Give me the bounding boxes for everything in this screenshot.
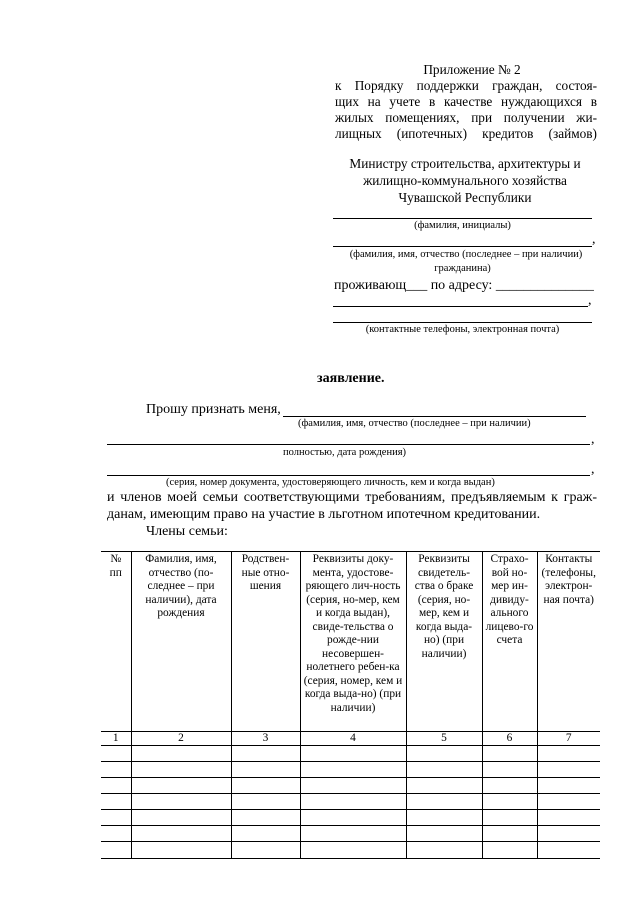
addressee-line-1: Министру строительства, архитектуры и [349, 156, 581, 171]
document-caption: (серия, номер документа, удостоверяющего личность, кем и когда выдан) [166, 477, 495, 488]
col-number-1: 1 [101, 732, 131, 746]
fullname-line [333, 246, 592, 247]
header-marriage: Реквизиты свидетель-ства о браке (серия, но-мер, кем и когда выда-но) (при наличии) [406, 552, 482, 732]
initials-line [333, 218, 592, 219]
col-number-4: 4 [300, 732, 406, 746]
address-comma: , [588, 293, 592, 308]
header-number: № пп [101, 552, 131, 732]
addressee-line-3: Чувашской Республики [398, 190, 532, 205]
address-line [333, 306, 588, 307]
birth-caption: полностью, дата рождения) [283, 447, 407, 458]
request-prefix: Прошу признать меня, [146, 402, 281, 417]
header-relation: Родствен-ные отно-шения [231, 552, 300, 732]
appendix-line-4: лищных (ипотечных) кредитов (займов) [335, 126, 597, 141]
table-row [101, 826, 600, 842]
header-id-document: Реквизиты доку-мента, удостове-ряющего лич-ность (серия, но-мер, кем и когда выдан), свиде-тельства о рожде-нии несовершен-нолетнего ребен-ка (серия, номер, кем и когда выда-но) (при наличии) [300, 552, 406, 732]
table-row [101, 794, 600, 810]
appendix-line-3: жилых помещениях, при получении жи- [335, 110, 597, 125]
col-number-3: 3 [231, 732, 300, 746]
contacts-caption: (контактные телефоны, электронная почта) [365, 324, 560, 335]
fio-caption: (фамилия, имя, отчество (последнее – при наличии) [298, 418, 531, 429]
col-number-6: 6 [482, 732, 537, 746]
table-row [101, 778, 600, 794]
body-line-2: данам, имеющим право на участие в льготном ипотечном кредитовании. [107, 507, 541, 522]
table-row [101, 746, 600, 762]
document-line [107, 475, 590, 476]
document-comma: , [591, 462, 595, 477]
family-label: Члены семьи: [146, 524, 228, 539]
header-fullname: Фамилия, имя, отчество (по-следнее – при наличии), дата рождения [131, 552, 231, 732]
appendix-line-1: к Порядку поддержки граждан, состоя- [335, 78, 597, 93]
fullname-caption-2: гражданина) [434, 263, 491, 274]
table-header-row [101, 552, 600, 732]
initials-caption: (фамилия, инициалы) [414, 220, 511, 231]
appendix-line-2: щих на учете в качестве нуждающихся в [335, 94, 597, 109]
table-number-row [101, 732, 600, 746]
table-row [101, 810, 600, 826]
body-line-1: и членов моей семьи соответствующими требованиям, предъявляемым к граж- [107, 490, 597, 505]
contacts-line [333, 322, 592, 323]
birth-line [107, 444, 590, 445]
statement-heading: заявление. [317, 371, 385, 386]
appendix-title: Приложение № 2 [423, 62, 521, 77]
col-number-2: 2 [131, 732, 231, 746]
addressee-line-2: жилищно-коммунального хозяйства [363, 173, 567, 188]
table-row [101, 762, 600, 778]
family-table [101, 551, 600, 859]
appendix-block [335, 62, 597, 142]
fio-line [283, 416, 586, 417]
table-row [101, 842, 600, 859]
addressee-block [325, 155, 605, 206]
header-contacts: Контакты (телефоны, электрон-ная почта) [537, 552, 600, 732]
fullname-caption-1: (фамилия, имя, отчество (последнее – при наличии) [349, 249, 583, 260]
header-snils: Страхо-вой но-мер ин-дивиду-ального лицево-го счета [482, 552, 537, 732]
address-label: проживающ___ по адресу: ______________ [334, 278, 594, 293]
col-number-5: 5 [406, 732, 482, 746]
birth-comma: , [591, 432, 595, 447]
fullname-comma: , [592, 232, 596, 247]
col-number-7: 7 [537, 732, 600, 746]
